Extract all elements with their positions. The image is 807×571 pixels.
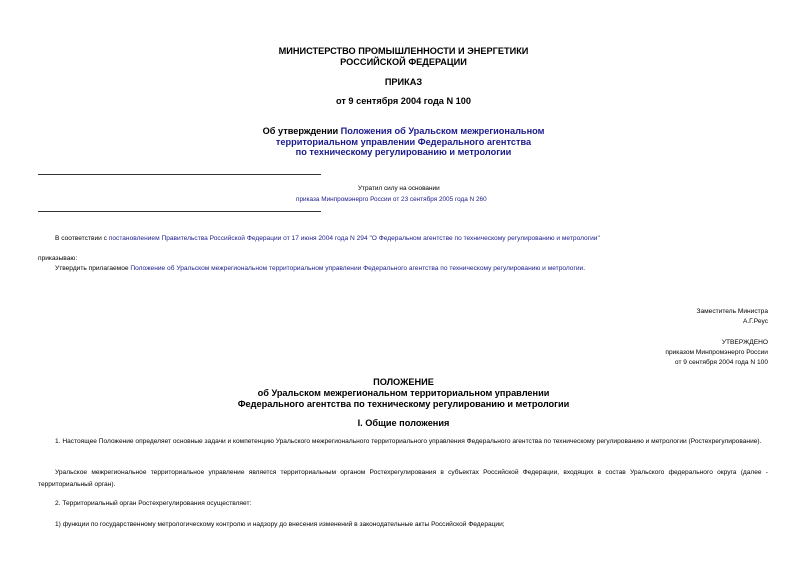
- paragraph: 1) функции по государственному метрологическому контролю и надзору до внесения изменений в законодательные акты Российской Федерации;: [55, 521, 505, 528]
- approval-line-2: приказом Минпромэнерго России: [665, 349, 768, 356]
- regulation-link[interactable]: Положение об Уральском межрегиональном территориальном управлении Федерального агентства по техническому регулированию и метрологии: [130, 265, 584, 272]
- paragraph: 1. Настоящее Положение определяет основные задачи и компетенцию Уральского межрегионального территориального управления Федерального агентства по техническому регулированию и метрологии (Ростехрегулирование).: [55, 438, 762, 445]
- order-word: приказываю:: [38, 255, 78, 262]
- notice-line-1: Утратил силу на основании: [358, 185, 440, 192]
- doc-type: ПРИКАЗ: [384, 77, 423, 87]
- ministry-line-2: РОССИЙСКОЙ ФЕДЕРАЦИИ: [340, 57, 467, 67]
- doc-date: от 9 сентября 2004 года N 100: [335, 96, 471, 106]
- signature-name: А.Г.Реус: [742, 318, 768, 325]
- title-link-part-1[interactable]: Положения об Уральском межрегиональном: [340, 126, 545, 136]
- approval-line-3: от 9 сентября 2004 года N 100: [674, 359, 768, 366]
- preamble-prefix: В соответствии с: [55, 235, 109, 242]
- government-decree-link[interactable]: постановлением Правительства Российской Федерации от 17 июня 2004 года N 294 "О Федеральном агентстве по техническому регулированию и метрологии": [108, 235, 600, 242]
- paragraph: Уральское межрегиональное территориальное управление является территориальным органом Ростехрегулирования в субъектах Российской Федерации, входящих в состав Уральского федерального округа (далее - территориальный орган).: [38, 469, 768, 488]
- title-link-part-2[interactable]: территориальном управлении Федерального агентства: [275, 136, 532, 147]
- preamble: [55, 235, 600, 242]
- approve-prefix: Утвердить прилагаемое: [55, 265, 131, 272]
- regulation-subtitle-1: об Уральском межрегиональном территориальном управлении: [257, 388, 550, 398]
- signature-position: Заместитель Министра: [696, 308, 768, 315]
- divider-bottom: [38, 211, 321, 212]
- divider-top: [38, 174, 321, 175]
- ministry-line-1: МИНИСТЕРСТВО ПРОМЫШЛЕННОСТИ И ЭНЕРГЕТИКИ: [278, 46, 529, 56]
- regulation-heading: ПОЛОЖЕНИЕ: [373, 377, 434, 387]
- section-heading: I. Общие положения: [357, 418, 450, 428]
- notice-link[interactable]: приказа Минпромэнерго России от 23 сентября 2005 года N 260: [296, 196, 487, 203]
- approve-suffix: .: [583, 265, 586, 272]
- title-link-part-3[interactable]: по техническому регулированию и метрологии: [295, 147, 512, 158]
- paragraph: 2. Территориальный орган Ростехрегулирования осуществляет:: [55, 500, 252, 507]
- approval-line-1: УТВЕРЖДЕНО: [721, 339, 768, 346]
- title-prefix: Об утверждении: [262, 126, 341, 136]
- approve-sentence: [55, 265, 585, 272]
- regulation-subtitle-2: Федерального агентства по техническому регулированию и метрологии: [237, 399, 570, 409]
- order-title: [0, 126, 807, 158]
